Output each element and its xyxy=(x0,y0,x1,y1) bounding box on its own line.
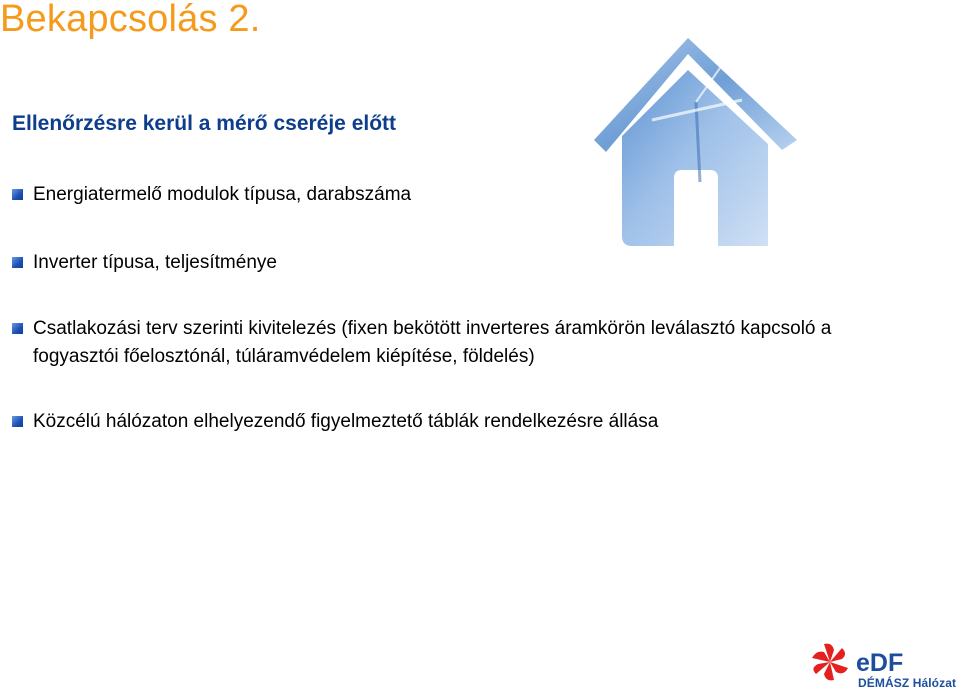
list-item: Energiatermelő modulok típusa, darabszáma xyxy=(12,181,912,209)
bullet-square-icon xyxy=(12,416,23,427)
list-item: Közcélú hálózaton elhelyezendő figyelmeztető táblák rendelkezésre állása xyxy=(12,408,912,436)
bullet-square-icon xyxy=(12,323,23,334)
logo-caption: DÉMÁSZ Hálózat xyxy=(858,676,957,690)
house-illustration xyxy=(592,32,802,248)
edf-burst-icon xyxy=(812,644,848,681)
list-item: Inverter típusa, teljesítménye xyxy=(12,249,912,277)
slide-title: Bekapcsolás 2. xyxy=(0,0,261,40)
slide-subtitle: Ellenőrzésre kerül a mérő cseréje előtt xyxy=(12,112,397,135)
bullet-square-icon xyxy=(12,189,23,200)
list-item: Csatlakozási terv szerinti kivitelezés (fixen bekötött inverteres áramkörön leválasztó kapcsoló a fogyasztói főelosztónál, túláramvédelem kiépítése, földelés) xyxy=(12,315,912,371)
edf-brand-text: eDF xyxy=(856,649,904,677)
bullet-square-icon xyxy=(12,257,23,268)
